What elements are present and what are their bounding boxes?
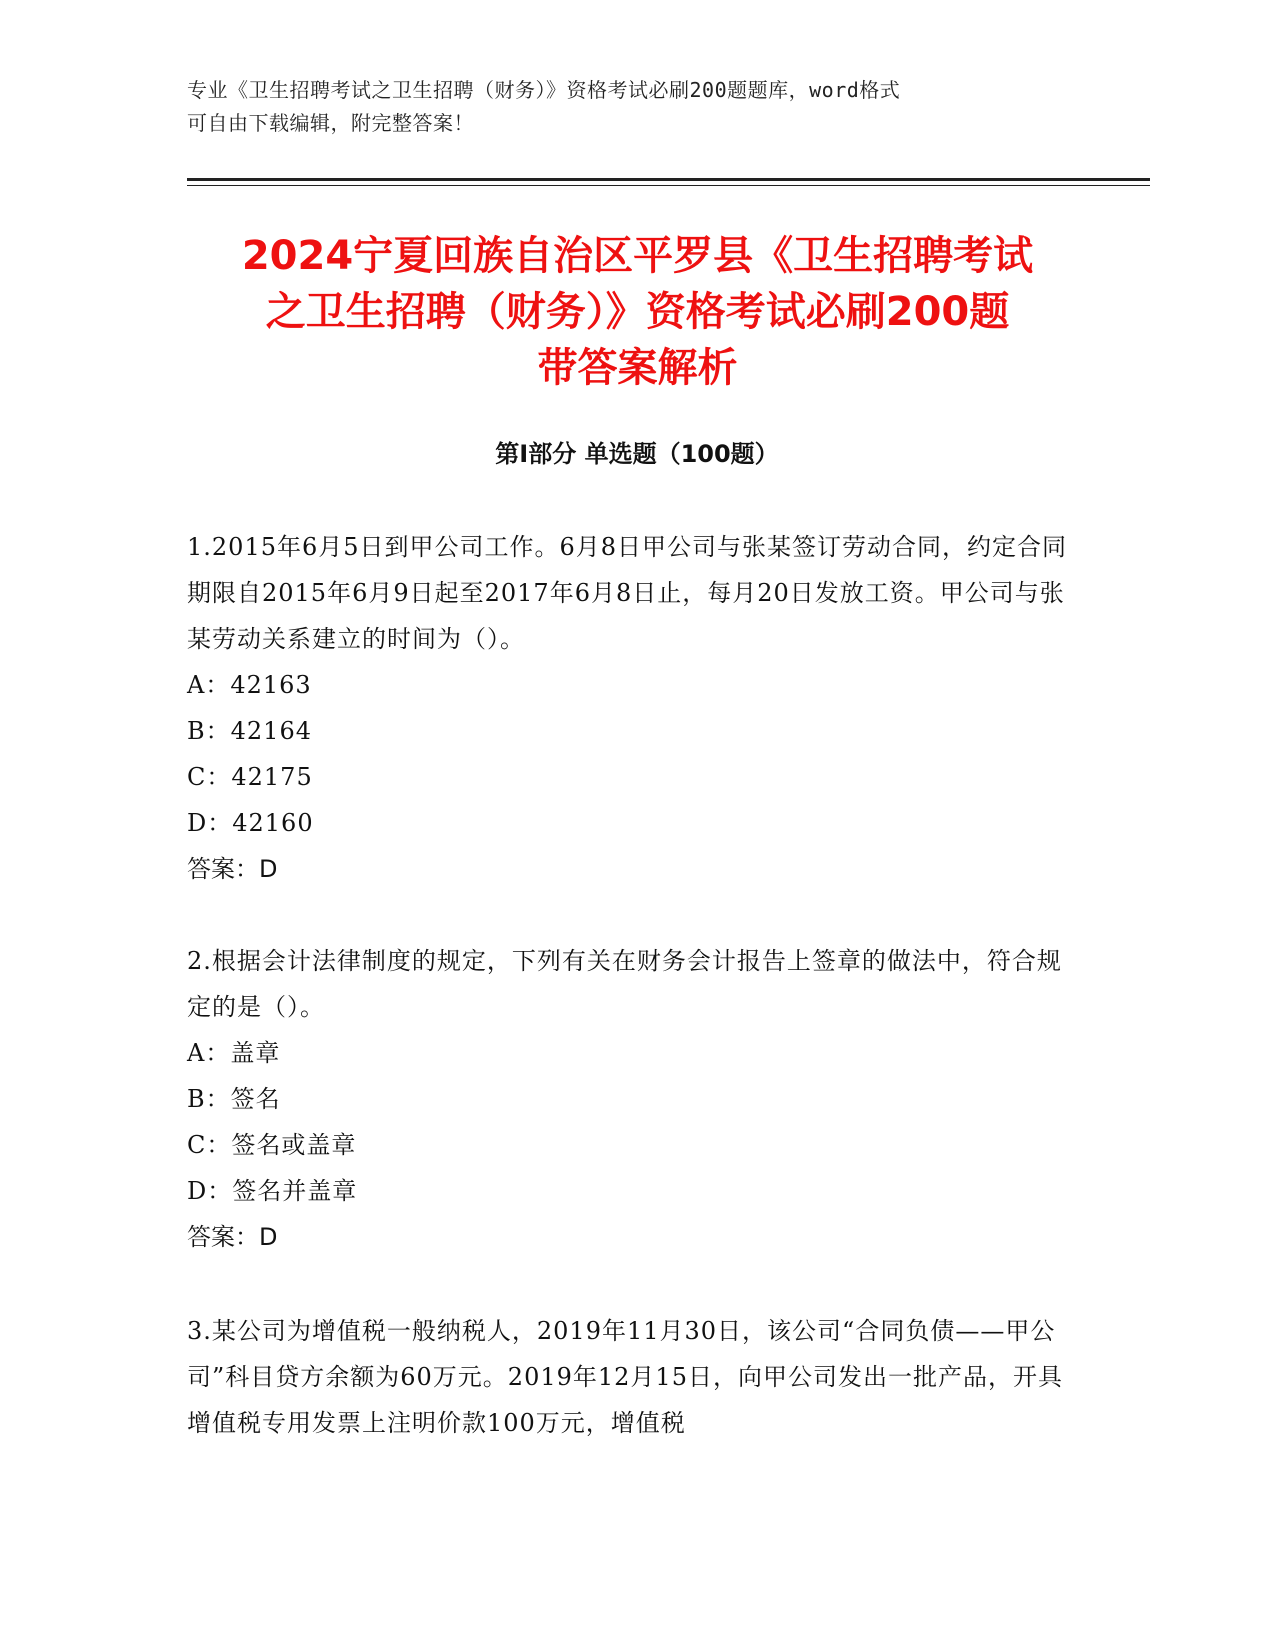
option-c: C：签名或盖章 xyxy=(187,1131,357,1159)
document-title-line-2: 之卫生招聘（财务）》资格考试必刷200题 xyxy=(265,289,1010,335)
document-title-line-3: 带答案解析 xyxy=(537,345,738,391)
document-title-line-1: 2024宁夏回族自治区平罗县《卫生招聘考试 xyxy=(241,233,1034,279)
option-d: D：签名并盖章 xyxy=(187,1177,358,1205)
answer-label: 答案：D xyxy=(187,1223,278,1251)
option-d: D：42160 xyxy=(187,809,314,837)
header-divider-thin xyxy=(187,185,1150,186)
question-stem: 3.某公司为增值税一般纳税人，2019年11月30日，该公司“合同负债——甲公司”科目贷方余额为60万元。2019年12月15日，向甲公司发出一批产品，开具增值税专用发票上注明价款100万元，增值税 xyxy=(187,1317,1063,1437)
section-heading: 第Ⅰ部分 单选题（100题） xyxy=(495,440,779,468)
option-c: C：42175 xyxy=(187,763,313,791)
option-b: B：42164 xyxy=(187,717,312,745)
option-a: A：42163 xyxy=(187,671,312,699)
answer-label: 答案：D xyxy=(187,855,278,883)
question-stem: 1.2015年6月5日到甲公司工作。6月8日甲公司与张某签订劳动合同，约定合同期限自2015年6月9日起至2017年6月8日止，每月20日发放工资。甲公司与张某劳动关系建立的时间为（）。 xyxy=(187,533,1068,653)
option-b: B：签名 xyxy=(187,1085,281,1113)
document-title xyxy=(160,228,1115,396)
header-note-line-2: 可自由下载编辑，附完整答案！ xyxy=(187,111,474,135)
header-divider-thick xyxy=(187,178,1150,181)
question-2 xyxy=(187,938,1077,1260)
header-note xyxy=(187,74,1087,140)
option-a: A：盖章 xyxy=(187,1039,281,1067)
header-note-line-1: 专业《卫生招聘考试之卫生招聘（财务）》资格考试必刷200题题库，word格式 xyxy=(187,78,901,102)
question-3 xyxy=(187,1308,1077,1446)
question-1 xyxy=(187,524,1077,892)
question-stem: 2.根据会计法律制度的规定，下列有关在财务会计报告上签章的做法中，符合规定的是（）。 xyxy=(187,947,1062,1021)
